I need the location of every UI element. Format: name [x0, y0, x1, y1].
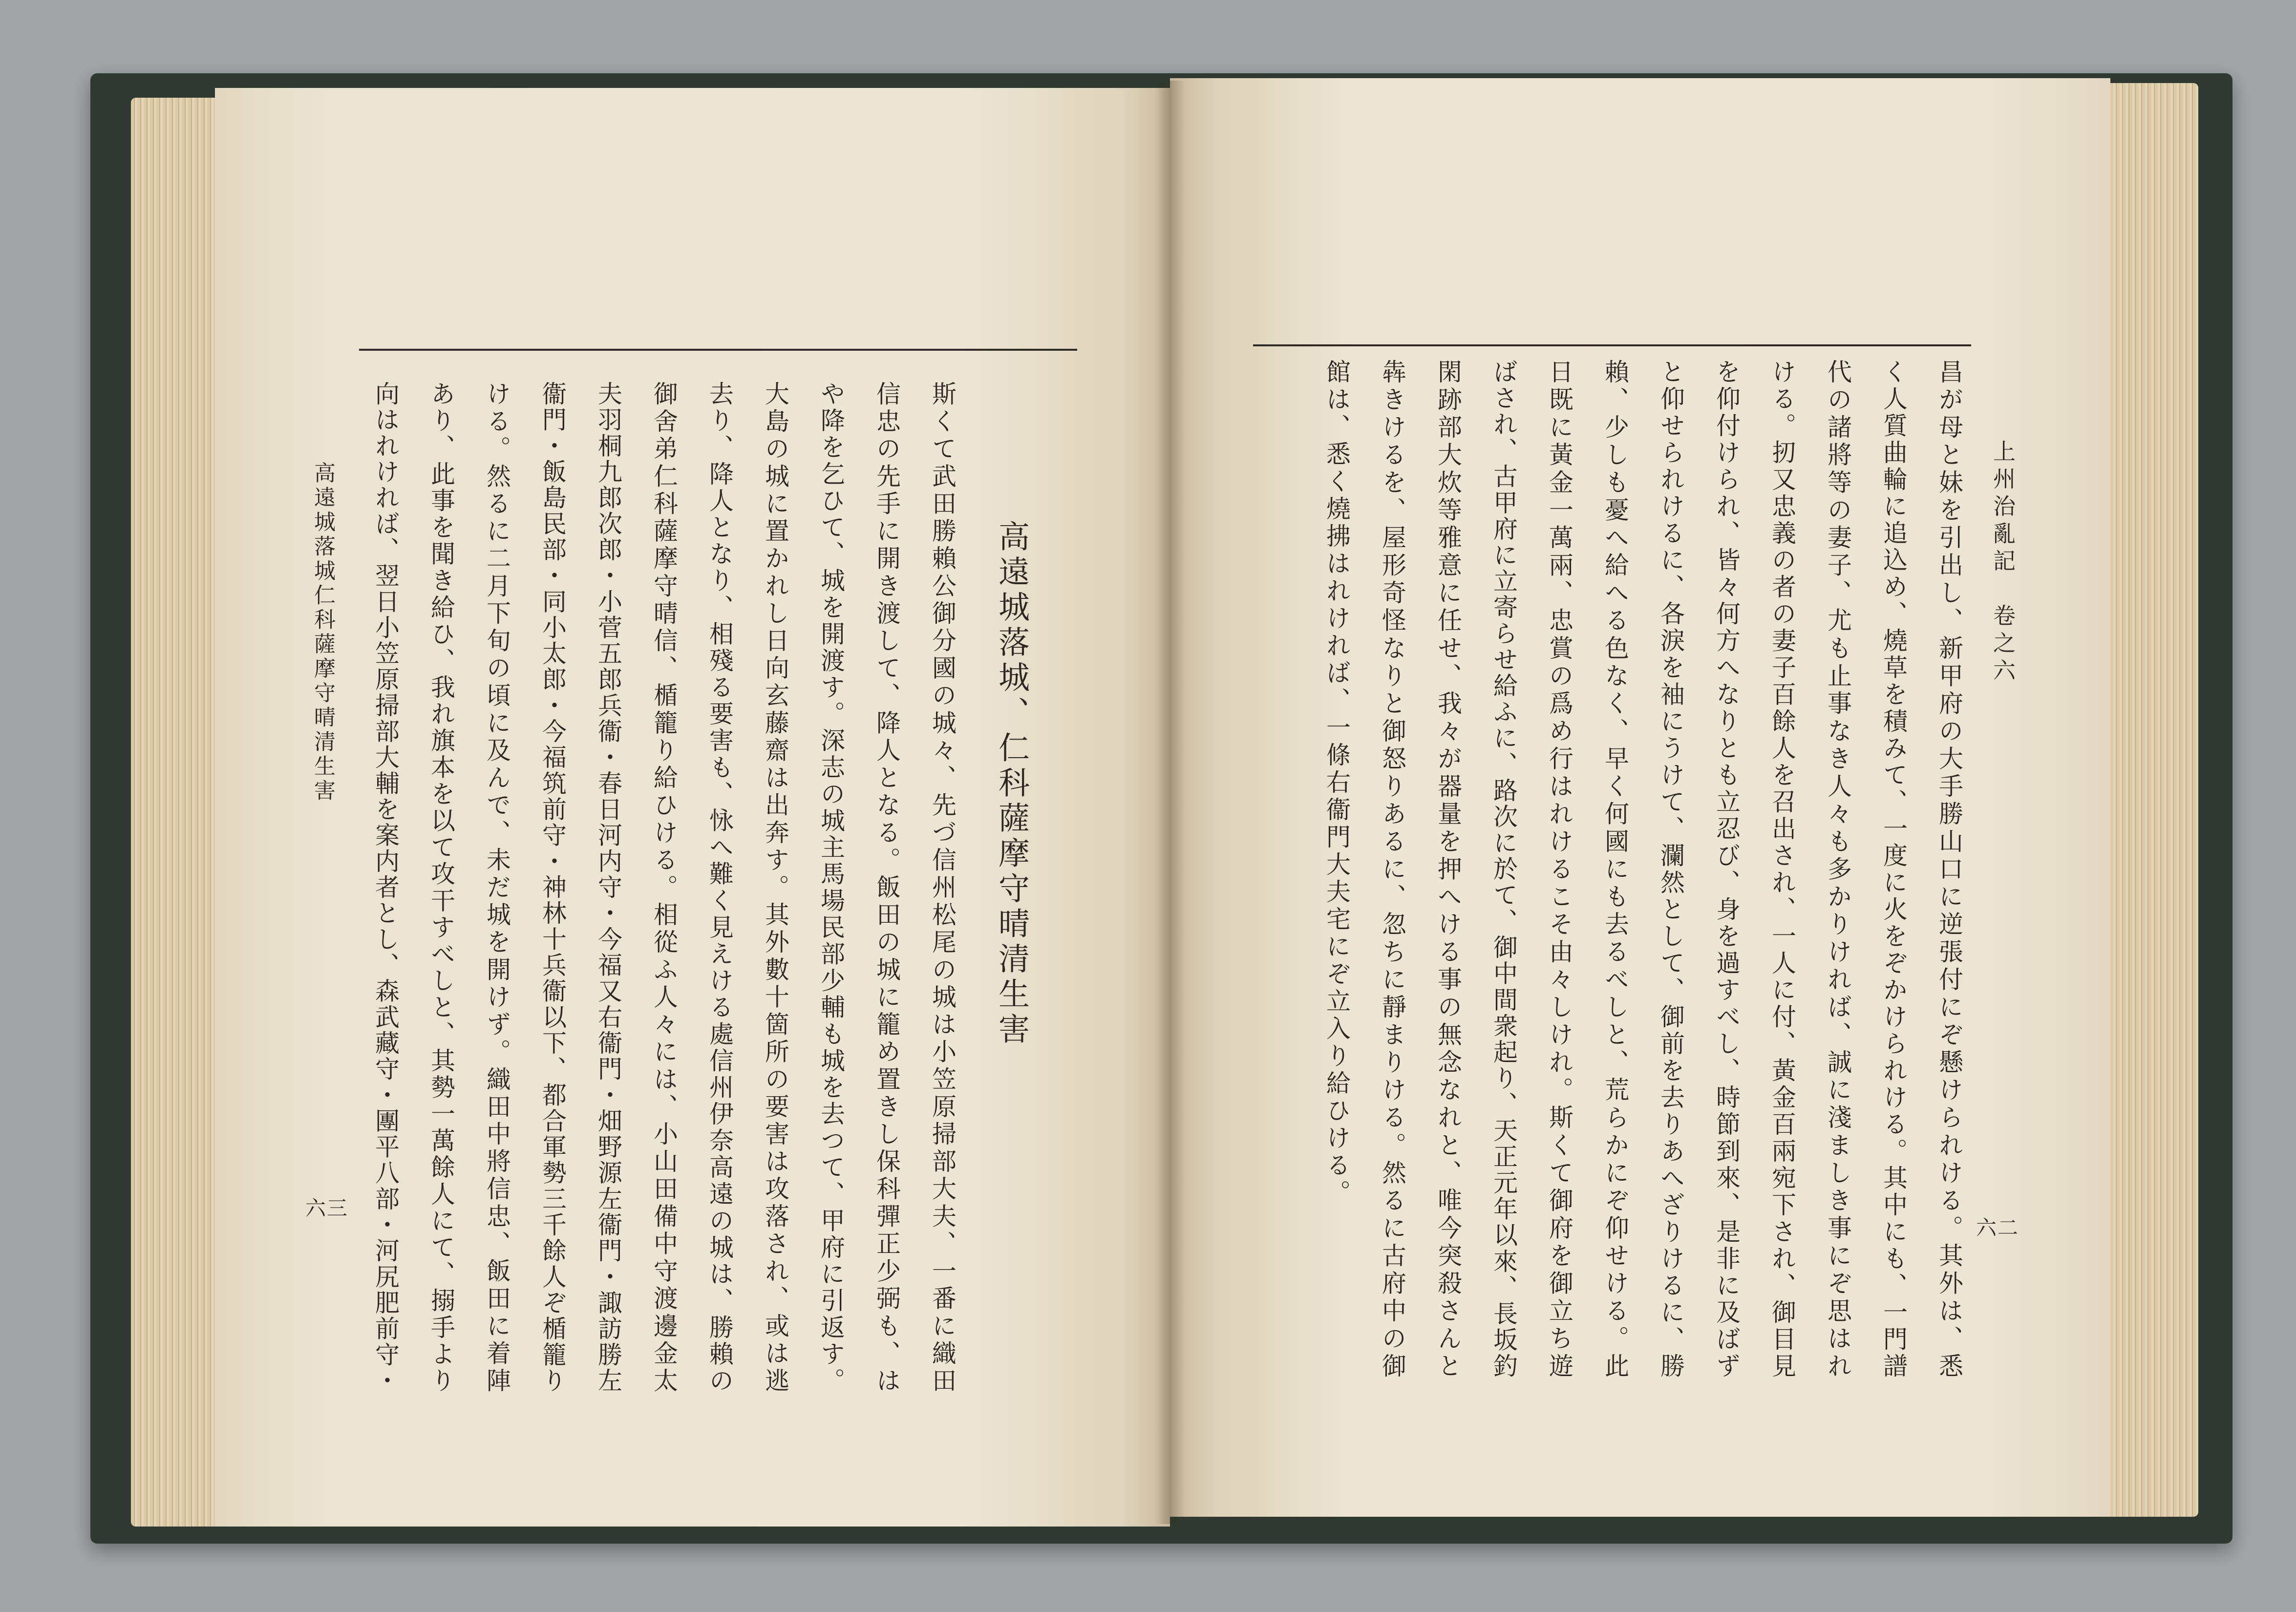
book-gutter — [1155, 81, 1185, 1524]
text-column: 御舍弟仁科薩摩守晴信、楯籠り給ひける。相從ふ人々には、小山田備中守渡邊金太 — [650, 381, 678, 1392]
text-column: 昌が母と妹を引出し、新甲府の大手勝山口に逆張付にぞ懸けられける。其外は、悉 — [1935, 359, 1963, 1378]
text-column: 去り、降人となり、相殘る要害も、怺へ難く見えける處信州伊奈高遠の城は、勝賴の — [705, 381, 734, 1393]
text-column: 斯くて武田勝賴公御分國の城々、先づ信州松尾の城は小笠原掃部大夫、一番に織田 — [928, 381, 957, 1392]
text-column: 賴、少しも憂へ給へる色なく、早く何國にも去るべしと、荒らかにぞ仰せける。此 — [1601, 359, 1629, 1378]
text-column: 向はれければ、翌日小笠原掃部大輔を案内者とし、森武藏守・團平八部・河尻肥前守・ — [371, 381, 400, 1392]
text-column: ける。扨又忠義の者の妻子百餘人を召出され、一人に付、黃金百兩宛下され、御目見 — [1768, 359, 1796, 1378]
left-page — [215, 88, 1170, 1527]
text-column: と仰せられけるに、各淚を袖にうけて、瀾然として、御前を去りあへざりけるに、勝 — [1657, 359, 1685, 1378]
header-rule — [1253, 344, 1971, 346]
text-column: く人質曲輪に追込め、燒草を積みて、一度に火をぞかけられける。其中にも、一門譜 — [1879, 359, 1908, 1378]
text-column: 閑跡部大炊等雅意に任せ、我々が器量を押へける事の無念なれと、唯今突殺さんと — [1434, 359, 1462, 1378]
right-page-edges — [2101, 83, 2198, 1517]
page-number: 六三 — [305, 1196, 349, 1220]
text-column: 日既に黃金一萬兩、忠賞の爲め行はれけるこそ由々しけれ。斯くて御府を御立ち遊 — [1545, 359, 1573, 1378]
running-header: 上州治亂記 卷之六 — [1990, 440, 2016, 686]
text-column: 犇きけるを、屋形奇怪なりと御怒りあるに、忽ちに靜まりける。然るに古府中の御 — [1378, 359, 1406, 1378]
text-column: 大島の城に置かれし日向玄藤齋は出奔す。其外數十箇所の要害は攻落され、或は逃 — [761, 381, 789, 1392]
chapter-title: 高遠城落城、仁科薩摩守晴清生害 — [993, 520, 1029, 1048]
right-page — [1170, 78, 2110, 1517]
text-column: 衞門・飯島民部・同小太郎・今福筑前守・神林十兵衞以下、都合軍勢三千餘人ぞ楯籠り — [538, 381, 567, 1392]
body-text — [1309, 359, 1977, 1378]
text-column: 代の諸將等の妻子、尤も止事なき人々も多かりければ、誠に淺ましき事にぞ思はれ — [1824, 359, 1852, 1378]
text-column: ばされ、古甲府に立寄らせ給ふに、路次に於て、御中間衆起り、天正元年以來、長坂釣 — [1489, 359, 1518, 1378]
text-column: 夫羽桐九郎次郎・小菅五郎兵衞・春日河内守・今福又右衞門・畑野源左衞門・諏訪勝左 — [594, 381, 622, 1392]
text-column: あり、此事を聞き給ひ、我れ旗本を以て攻干すべしと、其勢一萬餘人にて、搦手より — [427, 381, 455, 1393]
text-column: や降を乞ひて、城を開渡す。深志の城主馬場民部少輔も城を去つて、甲府に引返す。 — [817, 381, 845, 1393]
body-text — [358, 381, 970, 1392]
text-column: を仰付けられ、皆々何方へなりとも立忍び、身を過すべし、時節到來、是非に及ばず — [1712, 359, 1741, 1378]
header-rule — [359, 349, 1077, 351]
left-page-edges — [131, 98, 219, 1527]
page-number: 六二 — [1976, 1216, 2020, 1240]
text-column: ける。然るに二月下旬の頃に及んで、未だ城を開けず。織田中將信忠、飯田に着陣 — [483, 381, 511, 1392]
running-header: 高遠城落城仁科薩摩守晴清生害 — [310, 462, 335, 804]
text-column: 信忠の先手に開き渡して、降人となる。飯田の城に籠め置きし保科彈正少弼も、は — [872, 381, 901, 1392]
text-column: 館は、悉く燒拂はれければ、一條右衞門大夫宅にぞ立入り給ひける。 — [1322, 359, 1351, 1207]
